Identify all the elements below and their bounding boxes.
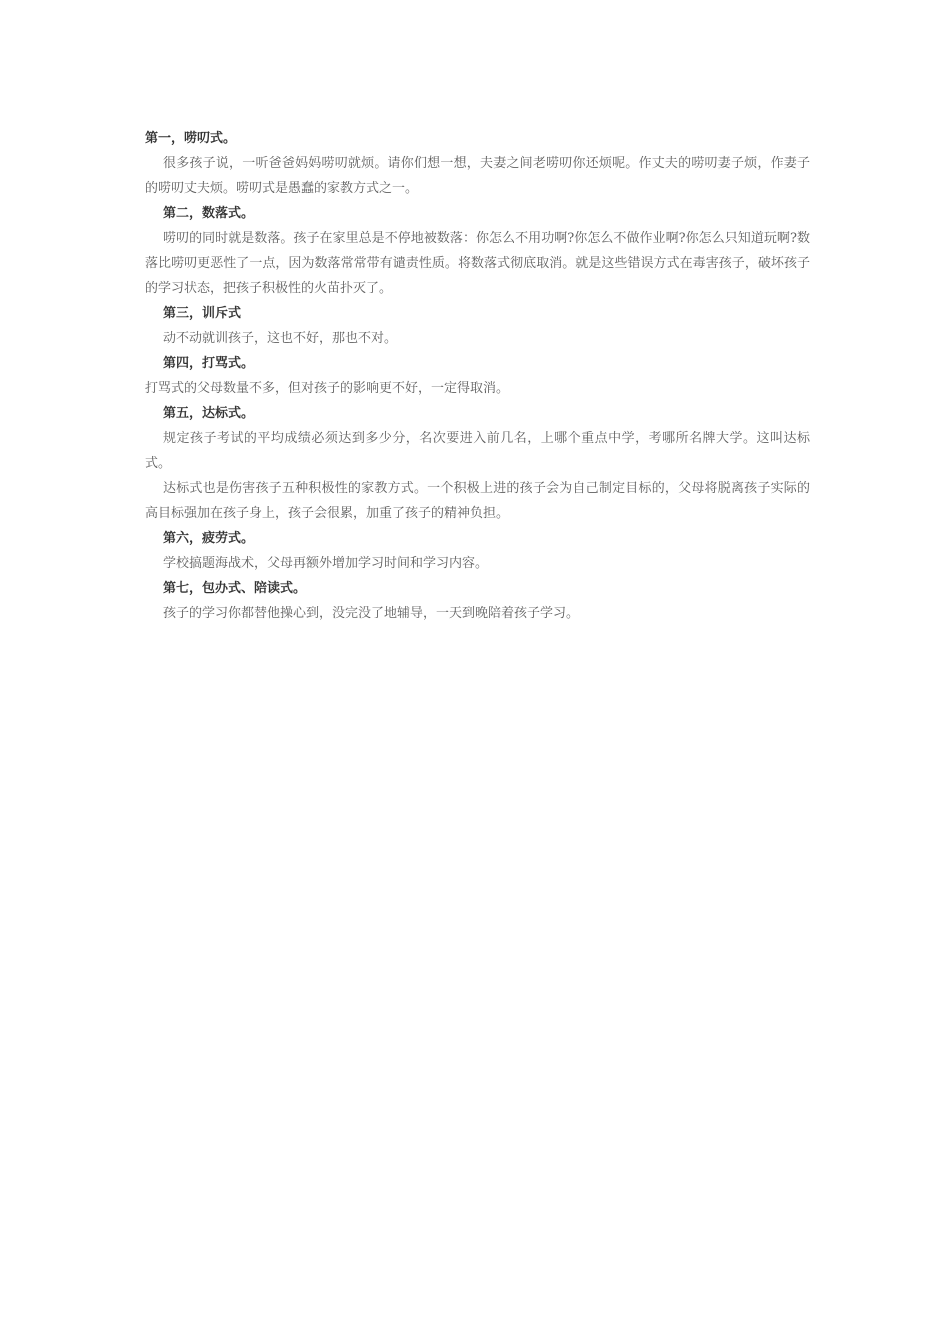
section-body-1: 很多孩子说，一听爸爸妈妈唠叨就烦。请你们想一想，夫妻之间老唠叨你还烦呢。作丈夫的唠叨妻子烦，作妻子的唠叨丈夫烦。唠叨式是愚蠢的家教方式之一。 <box>145 156 810 196</box>
section-body-5a: 规定孩子考试的平均成绩必须达到多少分，名次要进入前几名，上哪个重点中学，考哪所名牌大学。这叫达标式。 <box>145 431 810 471</box>
section-heading-4: 第四，打骂式。 <box>163 356 255 371</box>
section-heading-6: 第六，疲劳式。 <box>163 531 255 546</box>
section-heading-1: 第一，唠叨式。 <box>145 131 237 146</box>
section-body-4: 打骂式的父母数量不多，但对孩子的影响更不好，一定得取消。 <box>145 381 510 396</box>
section-body-5b: 达标式也是伤害孩子五种积极性的家教方式。一个积极上进的孩子会为自己制定目标的，父母将脱离孩子实际的高目标强加在孩子身上，孩子会很累，加重了孩子的精神负担。 <box>145 481 810 521</box>
section-heading-3: 第三，训斥式 <box>163 306 242 321</box>
document-page <box>145 126 810 626</box>
section-heading-2: 第二，数落式。 <box>163 206 255 221</box>
section-body-2: 唠叨的同时就是数落。孩子在家里总是不停地被数落：你怎么不用功啊?你怎么不做作业啊?你怎么只知道玩啊?数落比唠叨更恶性了一点，因为数落常常带有谴责性质。将数落式彻底取消。就是这些错误方式在毒害孩子，破坏孩子的学习状态，把孩子积极性的火苗扑灭了。 <box>145 231 810 296</box>
section-heading-5: 第五，达标式。 <box>163 406 255 421</box>
section-body-3: 动不动就训孩子，这也不好，那也不对。 <box>163 331 398 346</box>
section-body-6: 学校搞题海战术，父母再额外增加学习时间和学习内容。 <box>163 556 489 571</box>
section-body-7: 孩子的学习你都替他操心到，没完没了地辅导，一天到晚陪着孩子学习。 <box>163 606 580 621</box>
section-heading-7: 第七，包办式、陪读式。 <box>163 581 307 596</box>
